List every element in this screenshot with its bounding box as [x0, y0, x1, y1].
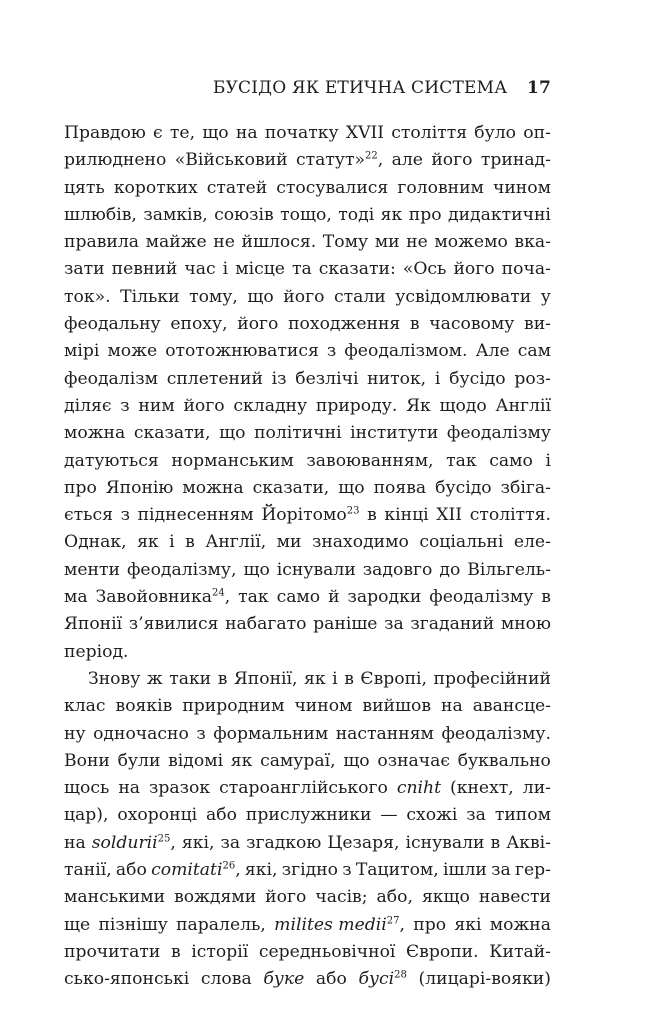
word: за	[491, 860, 511, 881]
text-line	[64, 147, 551, 174]
word: норманським	[171, 450, 294, 471]
word: початку	[264, 123, 339, 143]
word: які,	[244, 860, 278, 881]
word: епоху,	[170, 314, 228, 335]
word: (кнехт,	[450, 778, 514, 799]
word: на	[235, 123, 258, 143]
text-line	[64, 229, 551, 256]
word: часовому	[429, 314, 515, 335]
word: Тому	[322, 232, 369, 253]
page-number: 17	[526, 78, 551, 98]
word: за	[384, 614, 404, 635]
word: сказати,	[252, 477, 330, 498]
word: феодалізму	[446, 423, 551, 444]
word: роз-	[514, 368, 551, 389]
word: як	[137, 532, 159, 553]
word: ви-	[524, 314, 551, 335]
footnote-marker: 23	[346, 505, 360, 517]
word: ми	[374, 232, 400, 253]
word: на	[118, 778, 141, 799]
running-header	[64, 78, 551, 98]
word: схожі	[406, 805, 458, 826]
word: що	[247, 286, 274, 307]
running-title: БУСІДО ЯК ЕТИЧНА СИСТЕМА	[212, 78, 508, 98]
word: Англії	[495, 395, 551, 416]
word: Але	[475, 341, 510, 362]
word: не	[213, 232, 235, 253]
word: головним	[397, 177, 484, 198]
word: й	[328, 587, 340, 608]
word: XII	[436, 505, 463, 526]
word: за	[466, 805, 486, 826]
footnote-marker: 25	[157, 832, 171, 844]
word: датуються	[64, 450, 159, 471]
word: йшлося.	[241, 232, 317, 253]
word: із	[271, 368, 287, 389]
word: його	[237, 314, 279, 335]
word: замків,	[143, 204, 208, 225]
word: Японію	[105, 477, 174, 498]
word: comitati$^{26}$,	[151, 860, 241, 881]
word: ототожнюватися	[165, 341, 319, 362]
text-line	[64, 584, 551, 611]
word: зразок	[149, 778, 211, 799]
text-line	[64, 912, 551, 939]
word: його	[283, 286, 325, 307]
text-line	[64, 256, 551, 283]
word: з	[196, 723, 206, 744]
word: правила	[64, 232, 140, 253]
word: набагато	[225, 614, 307, 635]
word: ється	[64, 505, 113, 526]
text-line	[64, 393, 551, 420]
word: тощо,	[280, 204, 332, 225]
word: що	[202, 123, 229, 143]
word: стосувалися	[276, 177, 389, 198]
word: можна	[182, 477, 244, 498]
word: цять	[64, 177, 105, 198]
word: кінці	[384, 505, 429, 526]
word: що	[219, 423, 246, 444]
word: бусідо	[435, 477, 492, 498]
word: само	[276, 587, 321, 608]
word: в	[170, 941, 181, 962]
word: чином	[294, 696, 353, 717]
word: Цезаря,	[327, 832, 400, 853]
footnote-marker: 26	[222, 860, 236, 872]
text-line	[64, 830, 551, 857]
word: і	[434, 368, 441, 389]
word: одночасно	[93, 723, 189, 744]
word: в	[490, 832, 501, 853]
word: що	[243, 559, 270, 580]
word: часів;	[315, 887, 368, 908]
word: навести	[478, 887, 551, 908]
text-line	[64, 366, 551, 393]
word: формальним	[213, 723, 329, 744]
word: його	[453, 259, 495, 280]
word: поява	[373, 477, 427, 498]
word: Китай-	[489, 941, 551, 962]
word: оп-	[523, 123, 551, 143]
word: тринад-	[480, 150, 551, 171]
word: щось	[64, 778, 110, 799]
word: вийшов	[362, 696, 432, 717]
word: Європи.	[406, 941, 479, 962]
word: можемо	[434, 232, 508, 253]
text-line	[64, 502, 551, 529]
word: milites medii$^{27}$,	[274, 914, 405, 935]
word: можна	[64, 423, 126, 444]
word: типом	[494, 805, 551, 826]
text-line	[64, 666, 551, 693]
word: ну	[64, 723, 86, 744]
word: Знову	[88, 668, 141, 689]
word: природним	[182, 696, 285, 717]
word: його	[431, 150, 473, 171]
word: певний	[111, 259, 178, 280]
text-line	[64, 802, 551, 829]
word: Вільгель-	[467, 559, 551, 580]
word: природу.	[315, 395, 398, 416]
word: союзів	[214, 204, 274, 225]
text-line	[64, 693, 551, 720]
word: не	[406, 232, 428, 253]
word: як	[230, 750, 253, 771]
word: або	[206, 805, 237, 826]
word: історії	[191, 941, 249, 962]
word: сказати:	[318, 259, 396, 280]
word: Як	[406, 395, 431, 416]
word: бусі$^{28}$	[358, 969, 407, 990]
word: за	[220, 832, 241, 853]
word: і	[545, 450, 551, 471]
word: про	[64, 477, 97, 498]
word: на	[64, 832, 86, 853]
text-line	[64, 557, 551, 584]
word: XVII	[345, 123, 385, 143]
word: як	[380, 204, 403, 225]
word: щодо	[439, 395, 487, 416]
word: soldurii$^{25}$,	[91, 832, 176, 853]
footnote-marker: 22	[364, 150, 378, 162]
word: але	[391, 150, 423, 171]
word: зати	[64, 259, 105, 280]
word: інститути	[350, 423, 439, 444]
word: і	[332, 668, 338, 689]
word: зародки	[347, 587, 422, 608]
word: «Ось	[402, 259, 447, 280]
word: з	[326, 341, 337, 362]
word: прочитати	[64, 941, 161, 962]
word: феодалізму,	[126, 559, 237, 580]
word: так	[446, 450, 477, 471]
word: і	[222, 259, 229, 280]
word: в	[541, 587, 551, 608]
word: Тацитом,	[355, 860, 439, 881]
word: танії,	[64, 860, 112, 881]
word: та	[291, 259, 312, 280]
word: з	[120, 505, 130, 526]
word: ли-	[522, 778, 551, 799]
word: сько-японські	[64, 969, 190, 990]
word: ток».	[64, 286, 111, 307]
word: задовго	[362, 559, 433, 580]
word: ним	[138, 395, 175, 416]
word: середньовічної	[258, 941, 396, 962]
word: безлічі	[295, 368, 359, 389]
word: Аквi-	[506, 832, 551, 853]
word: якщо	[421, 887, 470, 908]
text-line	[64, 311, 551, 338]
word: статут»$^{22}$,	[295, 150, 384, 171]
word: існували	[405, 832, 485, 853]
text-line	[64, 857, 551, 884]
text-line	[64, 639, 551, 666]
word: згаданий	[410, 614, 495, 635]
word: і	[169, 532, 175, 553]
word: Японії,	[233, 668, 298, 689]
word: в	[185, 532, 195, 553]
word: відомі	[168, 750, 224, 771]
word: менти	[64, 559, 120, 580]
word: походження	[288, 314, 401, 335]
text-line	[64, 202, 551, 229]
word: вояків	[115, 696, 173, 717]
word: раніше	[313, 614, 378, 635]
word: феодалізмом.	[344, 341, 468, 362]
word: існували	[276, 559, 356, 580]
word: усвідомлювати	[395, 286, 532, 307]
word: еле-	[513, 532, 551, 553]
text-line	[64, 284, 551, 311]
word: ма	[64, 587, 88, 608]
word: означає	[377, 750, 451, 771]
word: час	[184, 259, 216, 280]
word: само	[489, 450, 533, 471]
word: самураї,	[260, 750, 336, 771]
word: стали	[333, 286, 386, 307]
text-line	[64, 748, 551, 775]
word: що	[343, 750, 370, 771]
word: майже	[145, 232, 207, 253]
body-text	[64, 120, 551, 994]
word: які	[454, 914, 482, 935]
word: було	[474, 123, 517, 143]
text-line	[64, 884, 551, 911]
word: про	[408, 204, 442, 225]
word: настанням	[335, 723, 434, 744]
word: феодалізму.	[441, 723, 551, 744]
word: ще	[64, 914, 91, 935]
word: соціальні	[419, 532, 504, 553]
word: або,	[376, 887, 413, 908]
word: буке	[263, 969, 305, 990]
text-line	[64, 120, 551, 147]
text-line	[64, 338, 551, 365]
text-line	[64, 175, 551, 202]
word: феодальну	[64, 314, 161, 335]
word: діляє	[64, 395, 112, 416]
word: «Військовий	[174, 150, 288, 171]
word: тому,	[189, 286, 238, 307]
footnote-marker: 28	[394, 969, 407, 981]
word: рилюднено	[64, 150, 167, 171]
word: гер-	[515, 860, 551, 881]
word: манськими	[64, 887, 166, 908]
text-line	[64, 775, 551, 802]
word: можна	[489, 914, 551, 935]
word: Японії	[64, 614, 123, 635]
word: статей	[206, 177, 268, 198]
word: поча-	[501, 259, 551, 280]
word: мною	[500, 614, 551, 635]
word: Тільки	[120, 286, 180, 307]
word: завоюванням,	[306, 450, 434, 471]
word: згадкою	[246, 832, 322, 853]
word: збіга-	[500, 477, 551, 498]
word: —	[380, 805, 398, 826]
word: є	[153, 123, 163, 143]
word: може	[107, 341, 158, 362]
word: сказати,	[133, 423, 211, 444]
word: як	[304, 668, 326, 689]
word: період.	[64, 641, 129, 662]
word: складну	[233, 395, 308, 416]
word: згідно	[281, 860, 338, 881]
word: політичні	[254, 423, 342, 444]
word: на	[441, 696, 463, 717]
word: його	[183, 395, 225, 416]
text-line	[64, 475, 551, 502]
text-line	[64, 611, 551, 638]
word: його	[265, 887, 307, 908]
word: вка-	[514, 232, 551, 253]
word: століття.	[469, 505, 551, 526]
word: буквально	[457, 750, 551, 771]
word: (лицарі-вояки)	[418, 969, 551, 990]
word: бусідо	[449, 368, 506, 389]
word: феодалізм	[64, 368, 158, 389]
word: місце	[235, 259, 285, 280]
word: ми	[276, 532, 302, 553]
word: слова	[200, 969, 252, 990]
word: знаходимо	[311, 532, 409, 553]
word: з	[342, 860, 352, 881]
word: Європі,	[360, 668, 428, 689]
text-line	[64, 966, 551, 993]
word: ниток,	[367, 368, 427, 389]
word: ішли	[443, 860, 487, 881]
word: до	[439, 559, 461, 580]
word: чином	[492, 177, 551, 198]
word: тоді	[338, 204, 375, 225]
word: що	[338, 477, 365, 498]
word: так	[238, 587, 269, 608]
word: сам	[517, 341, 551, 362]
word: Завойовника$^{24}$,	[95, 587, 231, 608]
word: про	[413, 914, 447, 935]
footnote-marker: 24	[211, 587, 225, 599]
word: Вони	[64, 750, 110, 771]
word: в	[217, 668, 228, 689]
text-line	[64, 939, 551, 966]
word: були	[117, 750, 161, 771]
word: авансце-	[472, 696, 551, 717]
word: те,	[169, 123, 196, 143]
word: Йорітомо$^{23}$	[261, 505, 360, 526]
word: паралель,	[176, 914, 266, 935]
word: ж	[146, 668, 163, 689]
text-line	[64, 529, 551, 556]
word: або	[315, 969, 347, 990]
word: або	[115, 860, 147, 881]
word: Англії,	[205, 532, 267, 553]
word: староанглійського	[219, 778, 388, 799]
text-line	[64, 448, 551, 475]
word: сплетений	[166, 368, 263, 389]
word: шлюбів,	[64, 204, 137, 225]
word: cniht	[396, 778, 442, 799]
text-line	[64, 721, 551, 748]
word: професійний	[433, 668, 551, 689]
word: піднесенням	[137, 505, 254, 526]
word: вождями	[174, 887, 257, 908]
word: охоронці	[117, 805, 198, 826]
word: феодалізму	[429, 587, 534, 608]
word: клас	[64, 696, 106, 717]
word: з’явилися	[128, 614, 219, 635]
word: дидактичні	[448, 204, 551, 225]
text-line	[64, 420, 551, 447]
word: століття	[391, 123, 468, 143]
word: в	[409, 314, 420, 335]
word: Однак,	[64, 532, 127, 553]
word: Правдою	[64, 123, 146, 143]
word: які,	[181, 832, 215, 853]
word: з	[120, 395, 130, 416]
word: в	[367, 505, 377, 526]
word: пізнішу	[98, 914, 168, 935]
word: прислужники	[245, 805, 372, 826]
word: мірі	[64, 341, 100, 362]
word: таки	[169, 668, 212, 689]
word: цар),	[64, 805, 109, 826]
word: коротких	[113, 177, 198, 198]
word: у	[540, 286, 551, 307]
footnote-marker: 27	[386, 914, 400, 926]
word: в	[344, 668, 354, 689]
